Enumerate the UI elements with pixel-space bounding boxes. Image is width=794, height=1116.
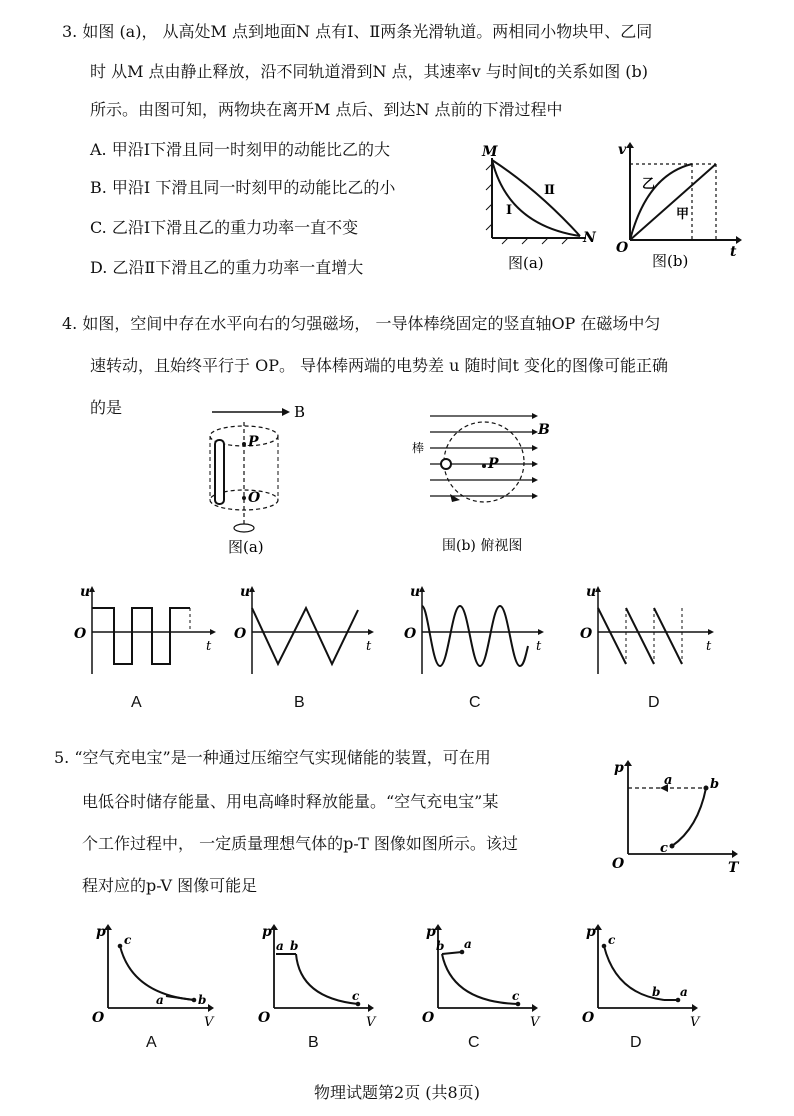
q4-label-O-a: O [248, 490, 261, 506]
q4-graph-b-O: O [234, 626, 247, 642]
q3-fig-a-caption: 图(a) [508, 254, 544, 272]
q5-pv-b-c: c [352, 989, 360, 1003]
q4-stem-line-1: 4. 如图，空间中存在水平向右的匀强磁场， 一导体棒绕固定的竖直轴OP 在磁场中匀 [62, 314, 661, 333]
q5-pv-a-p: p [96, 924, 106, 940]
q4-graph-d [580, 584, 714, 674]
q5-pv-graph-d [582, 924, 701, 1030]
q4-graph-d-u: u [586, 584, 597, 600]
q4-choice-d: D [648, 694, 660, 711]
q5-pt-label-c: c [660, 841, 668, 856]
q3-figure-b [612, 140, 742, 275]
q4-stem-line-2: 速转动，且始终平行于 OP。 导体棒两端的电势差 u 随时间t 变化的图像可能正确 [90, 356, 669, 375]
q4-figure-a [196, 400, 316, 560]
q5-pv-a-V: V [204, 1015, 214, 1030]
q4-rotation-path [444, 422, 524, 502]
q4-graph-c-O: O [404, 626, 417, 642]
q5-pv-d-p: p [586, 924, 596, 940]
q5-pv-c-a: a [464, 937, 472, 951]
q4-label-P-a: P [248, 434, 259, 450]
q5-pv-c-V: V [530, 1015, 540, 1030]
q5-pv-d-V: V [690, 1015, 700, 1030]
q5-pv-a-b: b [198, 993, 207, 1007]
q5-pv-graph-c [422, 924, 541, 1030]
q3-label-track-2: Ⅱ [544, 183, 555, 198]
q5-pv-c-p: p [426, 924, 436, 940]
q3-label-jia: 甲 [676, 207, 690, 222]
q5-pv-d-c: c [608, 933, 616, 947]
q5-pv-b-O: O [258, 1010, 271, 1026]
q3-label-yi: 乙 [642, 177, 656, 192]
q3-stem-line-1: 3. 如图 (a)， 从高处M 点到地面N 点有Ⅰ、Ⅱ两条光滑轨道。两相同小物块甲、乙同 [62, 22, 653, 41]
q5-choice-a: A [146, 1034, 157, 1051]
q5-pv-graphs [86, 922, 716, 1032]
q3-fig-b-caption: 图(b) [652, 252, 689, 270]
q3-stem-line-2: 时 从M 点由静止释放，沿不同轨道滑到N 点，其速率v 与时间t的关系如图 (b) [90, 62, 649, 81]
q3-axis-t: t [730, 244, 737, 260]
q5-stem-line-3: 个工作过程中， 一定质量理想气体的p-T 图像如图所示。该过 [82, 834, 518, 853]
q5-stem-line-2: 电低谷时储存能量、用电高峰时释放能量。“空气充电宝”某 [82, 792, 499, 811]
q4-graph-b-u: u [240, 584, 251, 600]
q4-graph-b-t: t [366, 639, 372, 654]
q4-graph-a-O: O [74, 626, 87, 642]
q3-option-a: A. 甲沿Ⅰ下滑且同一时刻甲的动能比乙的大 [90, 140, 391, 159]
q3-origin: O [616, 240, 629, 256]
q4-answer-graphs [70, 584, 770, 684]
q4-label-P-b: P [488, 456, 499, 472]
q4-graph-a [74, 584, 216, 674]
q3-stem-line-3: 所示。由图可知，两物块在离开M 点后、到达N 点前的下滑过程中 [90, 100, 563, 119]
q4-field-lines [430, 416, 536, 496]
q4-label-B-a: B [294, 403, 306, 421]
q4-graph-a-t: t [206, 639, 212, 654]
q5-choice-b: B [308, 1034, 319, 1051]
q5-pv-a-c: c [124, 933, 132, 947]
q4-fig-a-caption: 图(a) [228, 538, 264, 556]
q5-pt-axis-p: p [614, 760, 624, 776]
q5-stem-line-1: 5. “空气充电宝”是一种通过压缩空气实现储能的装置，可在用 [54, 748, 491, 767]
q5-pv-b-V: V [366, 1015, 376, 1030]
q4-graph-a-u: u [80, 584, 91, 600]
q5-pv-b-p: p [262, 924, 272, 940]
q3-label-track-1: Ⅰ [506, 203, 513, 218]
q4-graph-d-t: t [706, 639, 712, 654]
q4-rod-cross-section [441, 459, 451, 469]
q4-label-rod: 棒 [412, 441, 425, 455]
q3-label-N: N [583, 230, 596, 246]
q3-line-jia [630, 164, 716, 240]
q5-pt-label-b: b [710, 777, 720, 792]
q5-pv-d-a: a [680, 985, 688, 999]
q5-pv-b-b: b [290, 939, 299, 953]
q5-choice-d: D [630, 1034, 642, 1051]
q3-track-1 [492, 160, 580, 236]
q4-choice-b: B [294, 694, 305, 711]
q5-pv-graph-b [258, 924, 377, 1030]
q3-option-d: D. 乙沿Ⅱ下滑且乙的重力功率一直增大 [90, 258, 364, 277]
q3-label-M: M [482, 144, 498, 160]
q5-pv-a-a: a [156, 993, 164, 1007]
q4-choice-c: C [469, 694, 481, 711]
q4-graph-c [404, 584, 544, 674]
q5-pt-label-a: a [664, 773, 673, 788]
q5-pv-c-c: c [512, 989, 520, 1003]
q4-graph-b [234, 584, 374, 674]
q3-figure-a [478, 140, 598, 280]
q5-pt-graph [610, 758, 750, 878]
q3-axis-v: v [618, 142, 627, 158]
q5-stem-line-4: 程对应的p-V 图像可能足 [82, 876, 258, 895]
q5-pv-b-a: a [276, 939, 284, 953]
q4-choice-a: A [131, 694, 142, 711]
q5-pt-curve [672, 788, 706, 846]
q3-option-b: B. 甲沿Ⅰ 下滑且同一时刻甲的动能比乙的小 [90, 178, 396, 197]
q3-option-c: C. 乙沿Ⅰ下滑且乙的重力功率一直不变 [90, 218, 359, 237]
q5-pv-graph-a [92, 924, 215, 1030]
q4-stem-line-3: 的是 [90, 398, 123, 417]
page-footer: 物理试题第2页 (共8页) [314, 1083, 480, 1102]
q5-pv-a-O: O [92, 1010, 105, 1026]
q4-graph-c-t: t [536, 639, 542, 654]
q4-figure-b [412, 410, 570, 560]
q4-graph-d-O: O [580, 626, 593, 642]
q5-pv-d-b: b [652, 985, 661, 999]
q4-label-B-b: B [538, 422, 550, 438]
q5-pv-d-O: O [582, 1010, 595, 1026]
q4-fig-b-caption: 围(b) 俯视图 [442, 538, 523, 554]
q4-conductor-rod [215, 440, 224, 504]
q3-curve-yi [630, 164, 692, 240]
q3-track-2 [492, 160, 580, 236]
q5-pv-c-b: b [436, 939, 445, 953]
q5-pt-origin: O [612, 856, 625, 872]
q4-graph-c-u: u [410, 584, 421, 600]
q5-pt-axis-T: T [728, 860, 739, 876]
q5-pv-c-O: O [422, 1010, 435, 1026]
q5-choice-c: C [468, 1034, 480, 1051]
